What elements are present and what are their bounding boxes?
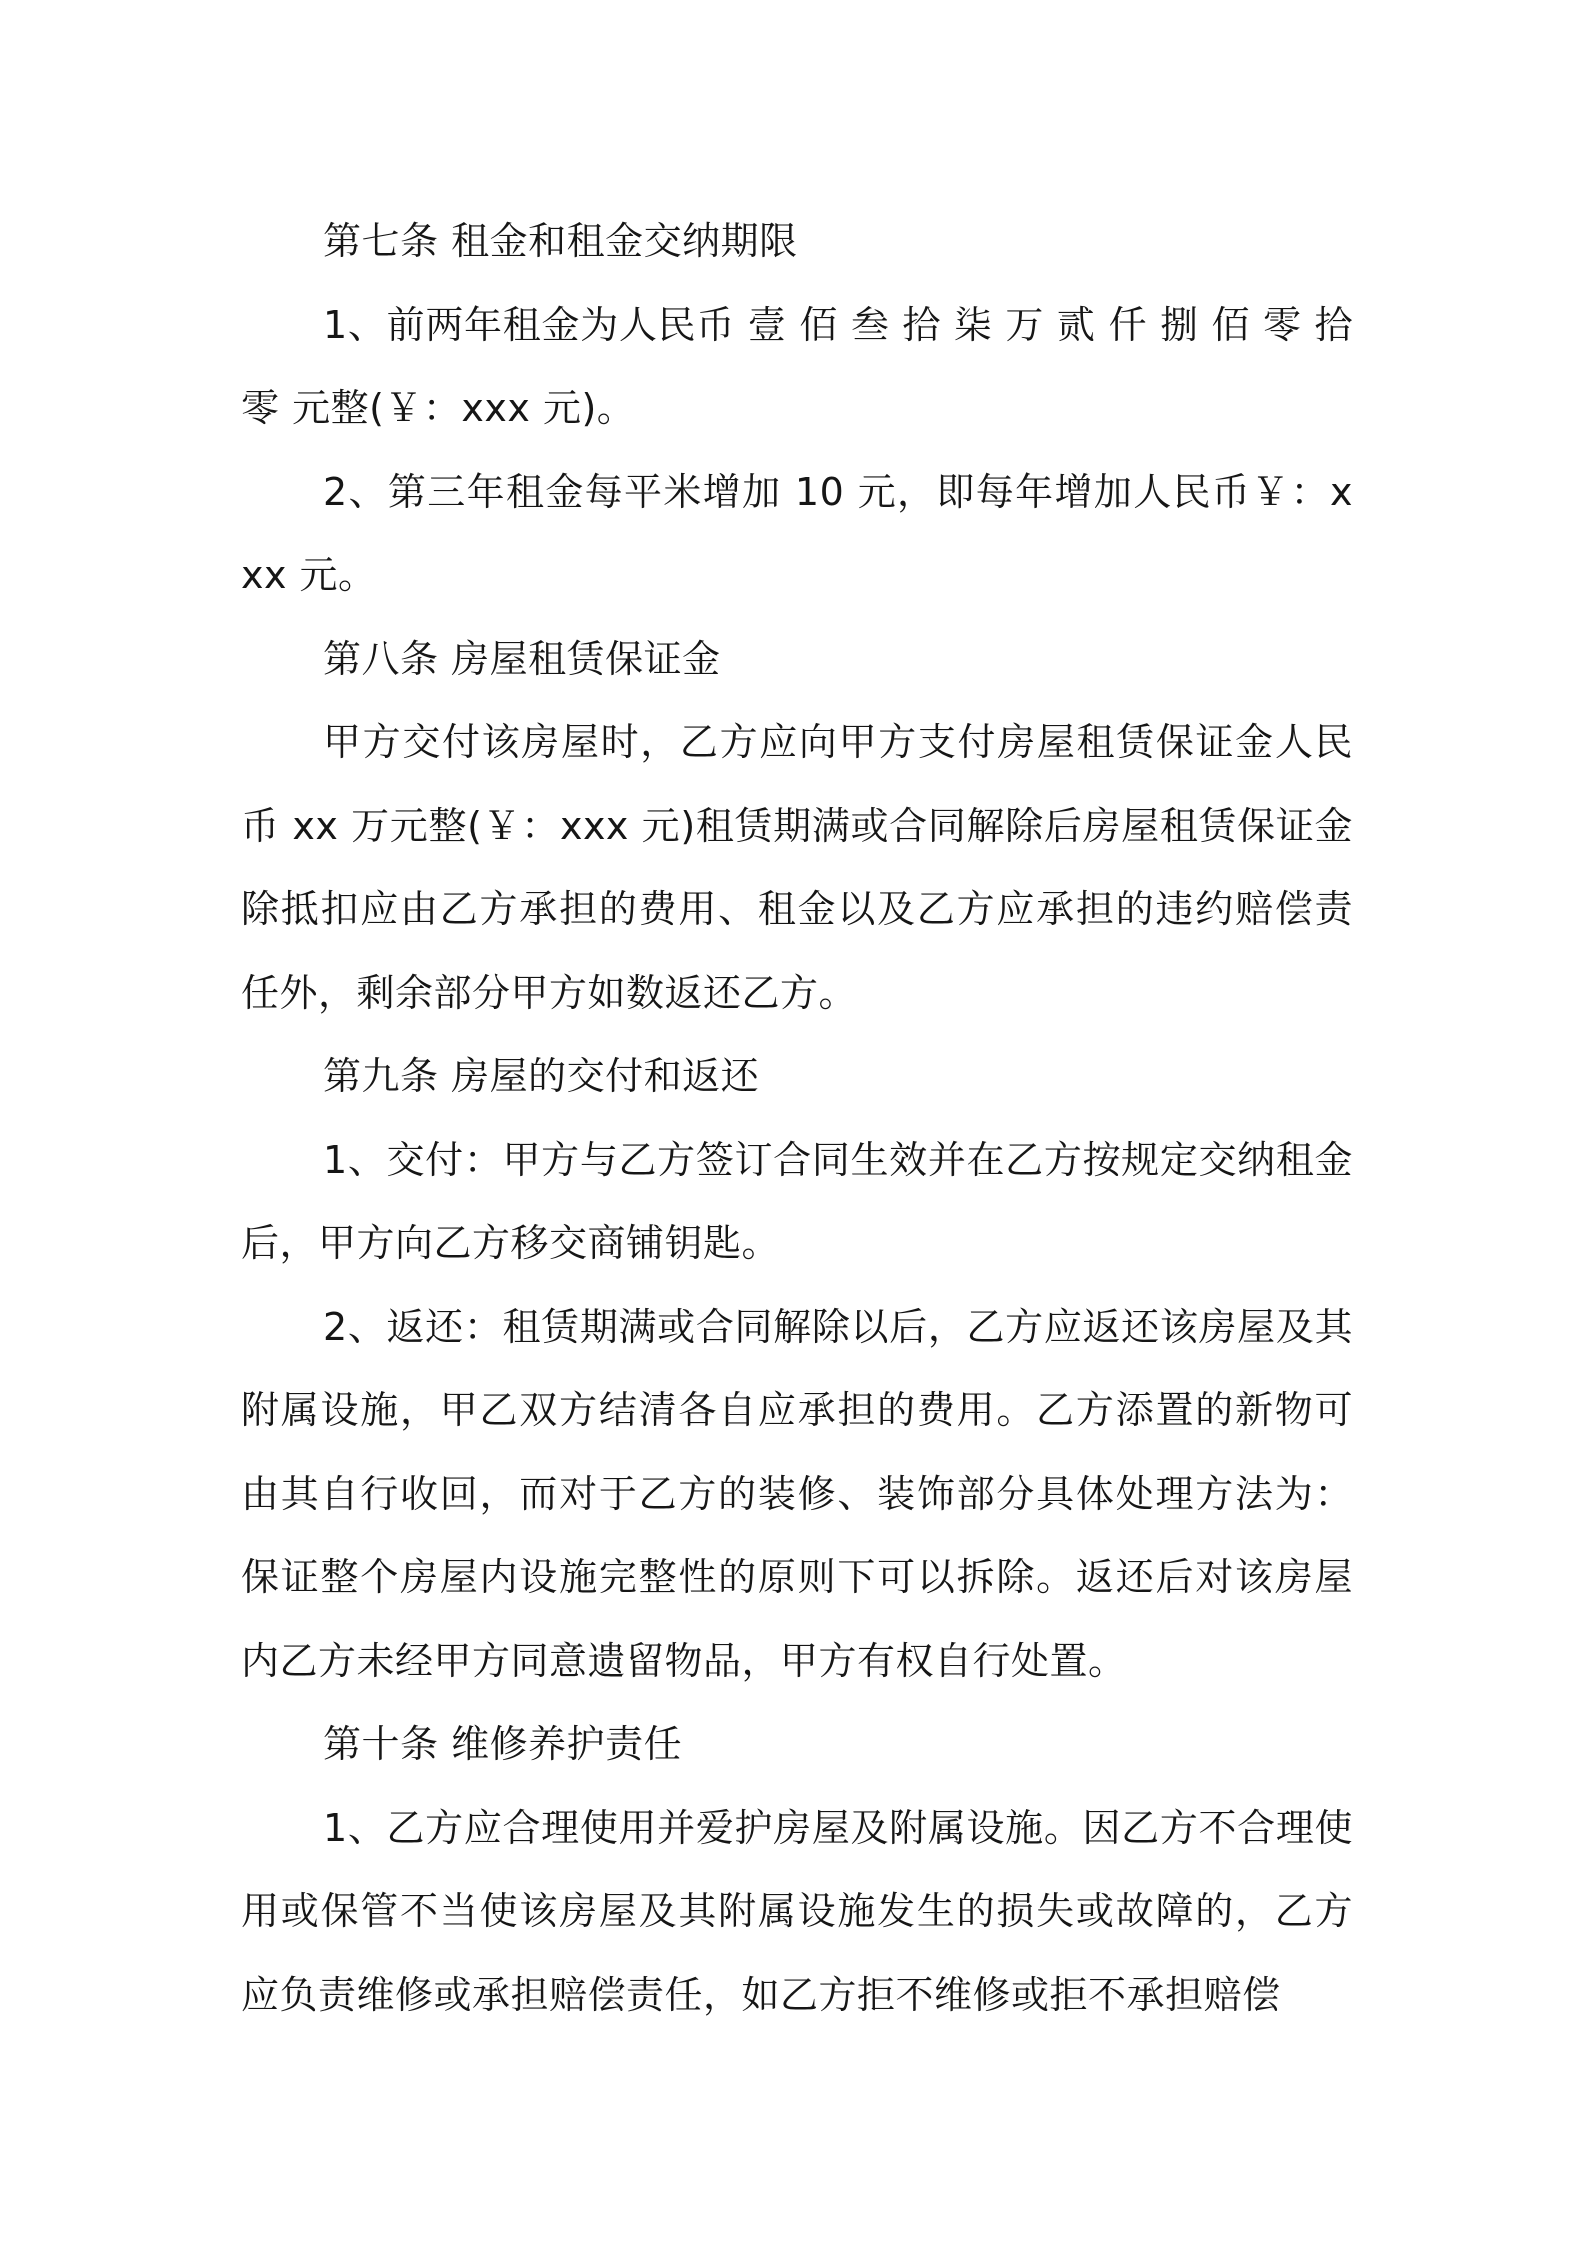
article-10-clause-1: 1、乙方应合理使用并爱护房屋及附属设施。因乙方不合理使用或保管不当使该房屋及其附属设施发生的损失或故障的，乙方应负责维修或承担赔偿责任，如乙方拒不维修或拒不承担赔偿 <box>241 1805 1353 2017</box>
article-7-clause-2: 2、第三年租金每平米增加 10 元，即每年增加人民币￥：xxx 元。 <box>241 469 1353 597</box>
article-10-heading: 第十条 维修养护责任 <box>323 1722 683 1766</box>
article-8-body: 甲方交付该房屋时，乙方应向甲方支付房屋租赁保证金人民币 xx 万元整(￥：xxx 元)租赁期满或合同解除后房屋租赁保证金除抵扣应由乙方承担的费用、租金以及乙方应承担的违约赔偿责任外，剩余部分甲方如数返还乙方。 <box>241 720 1353 1015</box>
article-7-clause-1: 1、前两年租金为人民币 壹 佰 叁 拾 柒 万 贰 仟 捌 佰 零 拾 零 元整(￥：xxx 元)。 <box>241 302 1353 430</box>
document-body <box>241 200 1353 2037</box>
article-9-heading: 第九条 房屋的交付和返还 <box>323 1054 760 1098</box>
article-8-heading: 第八条 房屋租赁保证金 <box>323 636 721 681</box>
article-9-clause-2: 2、返还：租赁期满或合同解除以后，乙方应返还该房屋及其附属设施，甲乙双方结清各自应承担的费用。乙方添置的新物可由其自行收回，而对于乙方的装修、装饰部分具体处理方法为：保证整个房屋内设施完整性的原则下可以拆除。返还后对该房屋内乙方未经甲方同意遗留物品，甲方有权自行处置。 <box>241 1304 1353 1683</box>
article-7-heading: 第七条 租金和租金交纳期限 <box>323 219 798 263</box>
article-9-clause-1: 1、交付：甲方与乙方签订合同生效并在乙方按规定交纳租金后，甲方向乙方移交商铺钥匙。 <box>241 1137 1353 1265</box>
